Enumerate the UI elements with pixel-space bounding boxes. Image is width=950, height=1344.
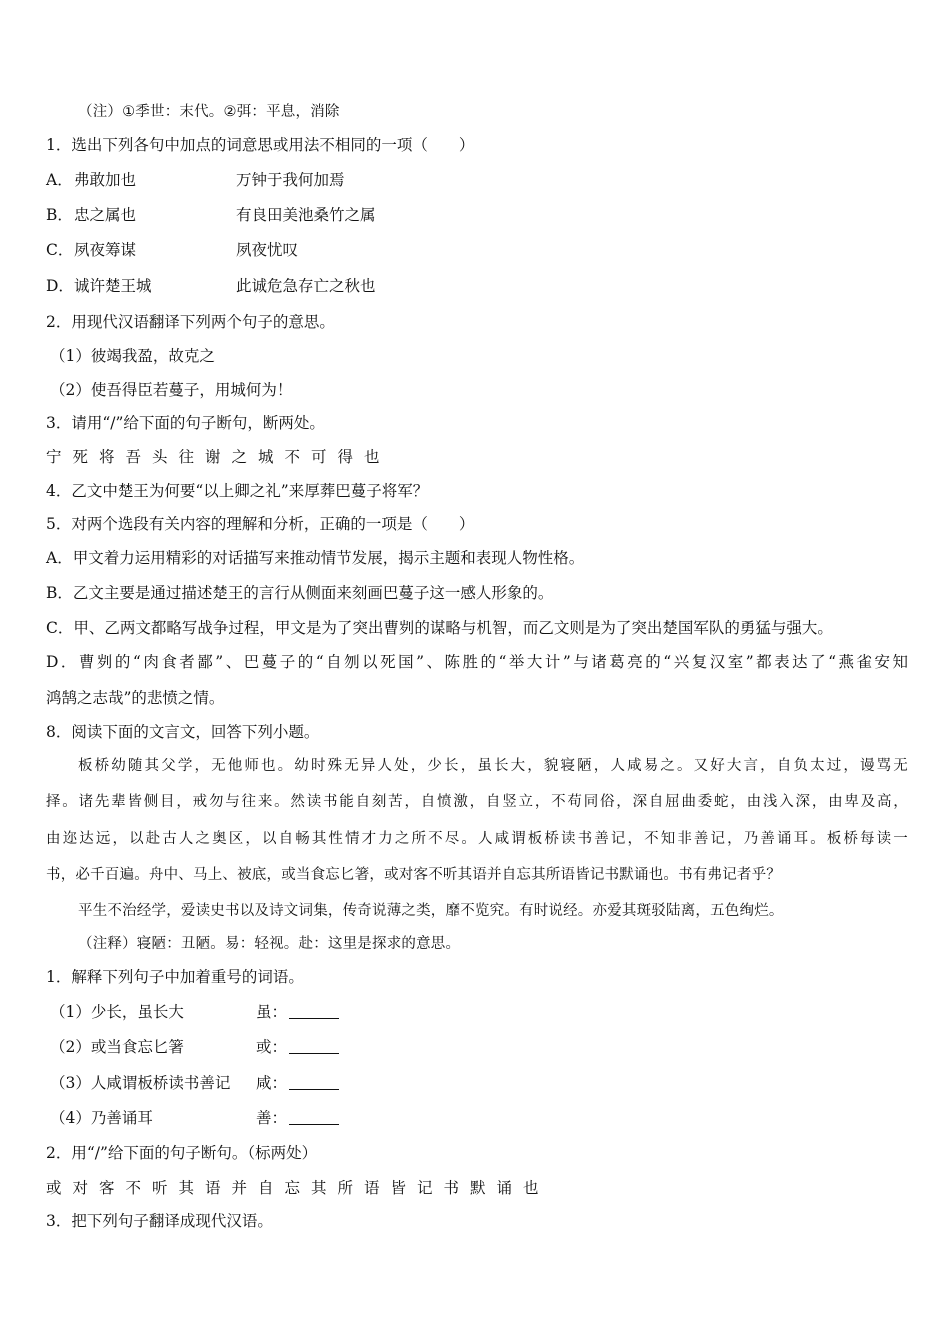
q8-sub1-item-2 xyxy=(50,1037,339,1057)
item-word: 咸： xyxy=(256,1074,288,1092)
q2-item-1: （1）彼竭我盈，故克之 xyxy=(50,347,215,365)
item-text: （2）或当食忘匕箸 xyxy=(50,1038,184,1056)
q2-item-2: （2）使吾得臣若蔓子，用城何为！ xyxy=(50,381,293,399)
item-word: 或： xyxy=(256,1038,288,1056)
q1-stem: 1．选出下列各句中加点的词意思或用法不相同的一项（ ） xyxy=(46,136,475,154)
q5-option-c: C．甲、乙两文都略写战争过程，甲文是为了突出曹刿的谋略与机智，而乙文则是为了突出楚国军队的勇猛与强大。 xyxy=(46,619,833,637)
item-word: 虽： xyxy=(256,1003,288,1021)
passage-note: （注释）寝陋：丑陋。易：轻视。赴：这里是探求的意思。 xyxy=(78,936,461,952)
q5-option-d-line-2: 鸿鹄之志哉”的悲愤之情。 xyxy=(46,689,225,707)
option-text-2: 万钟于我何加焉 xyxy=(236,171,345,189)
q8-sub3-stem: 3．把下列句子翻译成现代汉语。 xyxy=(46,1212,273,1230)
q5-stem: 5．对两个选段有关内容的理解和分析，正确的一项是（ ） xyxy=(46,515,475,533)
answer-blank[interactable] xyxy=(289,1004,339,1019)
passage-line-1: 板桥幼随其父学，无他师也。幼时殊无异人处，少长，虽长大，貌寝陋，人咸易之。又好大言，自负太过，谩骂无 xyxy=(78,758,908,774)
option-label: C． xyxy=(46,241,74,259)
q5-option-d-line-1: D．曹刿的“肉食者鄙”、巴蔓子的“自刎以死国”、陈胜的“举大计”与诸葛亮的“兴复汉室”都表达了“燕雀安知 xyxy=(46,653,908,671)
q8-sub1-item-1 xyxy=(50,1002,339,1022)
q8-sub1-item-4 xyxy=(50,1108,339,1128)
q1-option-a xyxy=(46,170,345,190)
q8-stem: 8．阅读下面的文言文，回答下列小题。 xyxy=(46,723,320,741)
q3-sentence: 宁死将吾头往谢之城不可得也 xyxy=(46,448,391,466)
q8-sub1-stem: 1．解释下列句子中加着重号的词语。 xyxy=(46,968,304,986)
option-text-1: 弗敢加也 xyxy=(74,171,137,189)
q1-option-c xyxy=(46,240,298,260)
q8-sub2-stem: 2．用“/”给下面的句子断句。（标两处） xyxy=(46,1144,318,1162)
item-text: （4）乃善诵耳 xyxy=(50,1109,153,1127)
option-text-1: 忠之属也 xyxy=(74,206,137,224)
answer-blank[interactable] xyxy=(289,1110,339,1125)
option-text-2: 有良田美池桑竹之属 xyxy=(236,206,376,224)
q2-stem: 2．用现代汉语翻译下列两个句子的意思。 xyxy=(46,313,335,331)
q4-stem: 4．乙文中楚王为何要“以上卿之礼”来厚葬巴蔓子将军？ xyxy=(46,482,429,500)
passage-line-2: 择。诸先辈皆侧目，戒勿与往来。然读书能自刻苦，自愤激，自竖立，不苟同俗，深自屈曲委蛇，由浅入深，由卑及高， xyxy=(46,794,908,810)
q8-sub2-sentence: 或对客不听其语并自忘其所语皆记书默诵也 xyxy=(46,1179,550,1197)
option-label: A． xyxy=(46,171,73,189)
answer-blank[interactable] xyxy=(289,1039,339,1054)
q8-sub1-item-3 xyxy=(50,1073,339,1093)
q1-option-b xyxy=(46,205,376,225)
option-label: D． xyxy=(46,277,74,295)
option-text-2: 此诚危急存亡之秋也 xyxy=(236,277,376,295)
option-text-2: 夙夜忧叹 xyxy=(236,241,299,259)
item-word: 善： xyxy=(256,1109,288,1127)
answer-blank[interactable] xyxy=(289,1075,339,1090)
q1-option-d xyxy=(46,276,376,296)
option-text-1: 夙夜筹谋 xyxy=(74,241,137,259)
option-label: B． xyxy=(46,206,73,224)
note-1: （注）①季世：末代。②弭：平息，消除 xyxy=(78,104,340,120)
q3-stem: 3．请用“/”给下面的句子断句，断两处。 xyxy=(46,414,325,432)
passage-line-4: 书，必千百遍。舟中、马上、被底，或当食忘匕箸，或对客不听其语并自忘其所语皆记书默诵也。书有弗记者乎？ xyxy=(46,867,781,883)
item-text: （3）人咸谓板桥读书善记 xyxy=(50,1074,231,1092)
option-text-1: 诚许楚王城 xyxy=(74,277,152,295)
passage-line-5: 平生不治经学，爱读史书以及诗文词集，传奇说薄之类，靡不览究。有时说经。亦爱其斑驳陆离，五色绚烂。 xyxy=(78,903,784,919)
passage-line-3: 由迩达远，以赴古人之奥区，以自畅其性情才力之所不尽。人咸谓板桥读书善记，不知非善记，乃善诵耳。板桥每读一 xyxy=(46,831,908,847)
item-text: （1）少长，虽长大 xyxy=(50,1003,184,1021)
q5-option-a: A．甲文着力运用精彩的对话描写来推动情节发展，揭示主题和表现人物性格。 xyxy=(46,549,585,567)
q5-option-b: B．乙文主要是通过描述楚王的言行从侧面来刻画巴蔓子这一感人形象的。 xyxy=(46,584,554,602)
